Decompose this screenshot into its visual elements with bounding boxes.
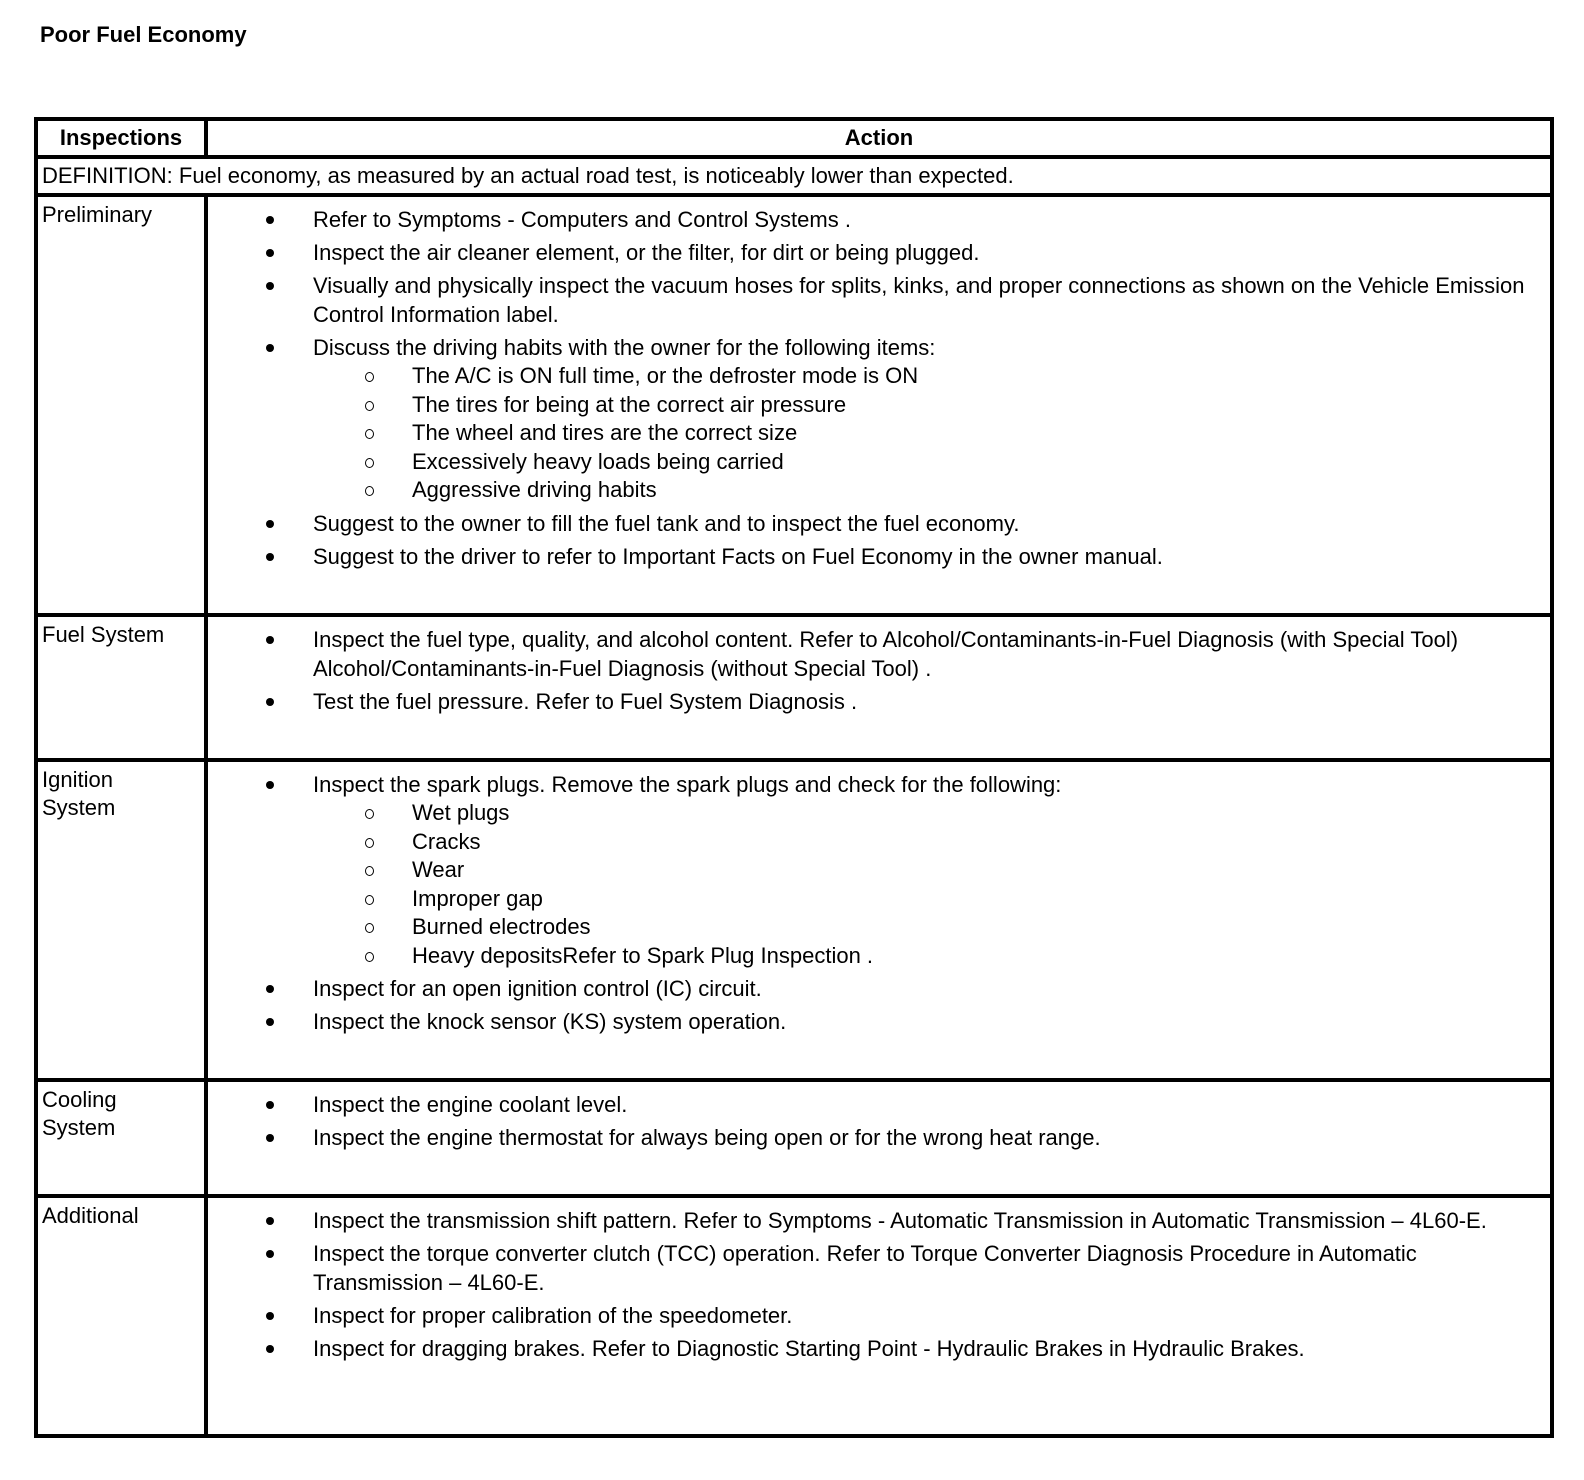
circle-bullet-icon <box>365 401 374 411</box>
action-list <box>208 205 1542 571</box>
list-item: Inspect for dragging brakes. Refer to Diagnostic Starting Point - Hydraulic Brakes in Hydraulic Brakes. <box>208 1334 1542 1363</box>
circle-bullet-icon <box>365 838 374 848</box>
list-item: Inspect for an open ignition control (IC) circuit. <box>208 974 1542 1003</box>
list-item: Inspect the torque converter clutch (TCC) operation. Refer to Torque Converter Diagnosis Procedure in Automatic Transmission – 4L60-E. <box>208 1239 1542 1297</box>
bullet-icon <box>266 1018 274 1026</box>
bullet-icon <box>266 1312 274 1320</box>
bullet-icon <box>266 1345 274 1353</box>
action-cell <box>206 1080 1552 1196</box>
circle-bullet-icon <box>365 429 374 439</box>
sub-list-item: The wheel and tires are the correct size <box>313 419 1542 448</box>
sub-list-item: Improper gap <box>313 885 1542 914</box>
bullet-icon <box>266 282 274 290</box>
inspection-label: Fuel System <box>36 615 206 760</box>
bullet-icon <box>266 698 274 706</box>
list-item: Inspect the transmission shift pattern. Refer to Symptoms - Automatic Transmission in Automatic Transmission – 4L60-E. <box>208 1206 1542 1235</box>
bullet-icon <box>266 249 274 257</box>
sub-list-item: Cracks <box>313 828 1542 857</box>
table-header-row <box>36 119 1552 157</box>
bullet-icon <box>266 636 274 644</box>
sub-list-item: Burned electrodes <box>313 913 1542 942</box>
bullet-icon <box>266 520 274 528</box>
circle-bullet-icon <box>365 952 374 962</box>
page-title: Poor Fuel Economy <box>40 22 247 47</box>
list-item: Inspect for proper calibration of the speedometer. <box>208 1301 1542 1330</box>
action-cell <box>206 760 1552 1080</box>
action-list <box>208 770 1542 1036</box>
bullet-icon <box>266 553 274 561</box>
sub-list <box>313 362 1542 505</box>
bullet-icon <box>266 781 274 789</box>
table-row-cooling-system <box>36 1080 1552 1196</box>
bullet-icon <box>266 1217 274 1225</box>
definition-text: DEFINITION: Fuel economy, as measured by an actual road test, is noticeably lower than expected. <box>36 157 1552 195</box>
list-item: Inspect the knock sensor (KS) system operation. <box>208 1007 1542 1036</box>
bullet-icon <box>266 344 274 352</box>
sub-list-item: Wet plugs <box>313 799 1542 828</box>
sub-list-item: The A/C is ON full time, or the defroster mode is ON <box>313 362 1542 391</box>
list-item: Inspect the engine thermostat for always being open or for the wrong heat range. <box>208 1123 1542 1152</box>
action-list <box>208 1090 1542 1152</box>
list-item: Inspect the spark plugs. Remove the spark plugs and check for the following: Wet plugs Cracks Wear Improper gap Burned electrodes Heavy depositsRefer to Spark Plug Inspection . <box>208 770 1542 970</box>
sub-list-item: Aggressive driving habits <box>313 476 1542 505</box>
circle-bullet-icon <box>365 923 374 933</box>
list-item: Suggest to the owner to fill the fuel tank and to inspect the fuel economy. <box>208 509 1542 538</box>
table-row-ignition-system <box>36 760 1552 1080</box>
sub-list-item: The tires for being at the correct air pressure <box>313 391 1542 420</box>
inspection-label: Ignition System <box>36 760 206 1080</box>
inspection-table <box>34 117 1554 1438</box>
bullet-icon <box>266 1250 274 1258</box>
circle-bullet-icon <box>365 866 374 876</box>
action-cell <box>206 615 1552 760</box>
list-item: Suggest to the driver to refer to Important Facts on Fuel Economy in the owner manual. <box>208 542 1542 571</box>
circle-bullet-icon <box>365 372 374 382</box>
inspection-label: Preliminary <box>36 195 206 615</box>
action-cell <box>206 1196 1552 1436</box>
circle-bullet-icon <box>365 486 374 496</box>
action-list <box>208 1206 1542 1363</box>
inspection-label: Cooling System <box>36 1080 206 1196</box>
bullet-icon <box>266 985 274 993</box>
action-list <box>208 625 1542 716</box>
inspection-label: Additional <box>36 1196 206 1436</box>
list-item: Discuss the driving habits with the owner for the following items: The A/C is ON full time, or the defroster mode is ON The tires for being at the correct air pressure The wheel and tires are the correct size Excessively heavy loads being carried Aggressive driving habits <box>208 333 1542 505</box>
list-item: Refer to Symptoms - Computers and Control Systems . <box>208 205 1542 234</box>
list-item: Visually and physically inspect the vacuum hoses for splits, kinks, and proper connections as shown on the Vehicle Emission Control Information label. <box>208 271 1542 329</box>
sub-list <box>313 799 1542 970</box>
sub-list-item: Heavy depositsRefer to Spark Plug Inspection . <box>313 942 1542 971</box>
header-inspections: Inspections <box>36 119 206 157</box>
table-row-preliminary <box>36 195 1552 615</box>
sub-list-item: Wear <box>313 856 1542 885</box>
bullet-icon <box>266 216 274 224</box>
circle-bullet-icon <box>365 895 374 905</box>
list-item: Inspect the fuel type, quality, and alcohol content. Refer to Alcohol/Contaminants-in-Fuel Diagnosis (with Special Tool) Alcohol/Contaminants-in-Fuel Diagnosis (without Special Tool) . <box>208 625 1542 683</box>
action-cell <box>206 195 1552 615</box>
sub-list-item: Excessively heavy loads being carried <box>313 448 1542 477</box>
bullet-icon <box>266 1101 274 1109</box>
bullet-icon <box>266 1134 274 1142</box>
definition-row <box>36 157 1552 195</box>
circle-bullet-icon <box>365 458 374 468</box>
table-row-additional <box>36 1196 1552 1436</box>
list-item: Test the fuel pressure. Refer to Fuel System Diagnosis . <box>208 687 1542 716</box>
table-row-fuel-system <box>36 615 1552 760</box>
circle-bullet-icon <box>365 809 374 819</box>
header-action: Action <box>206 119 1552 157</box>
list-item: Inspect the engine coolant level. <box>208 1090 1542 1119</box>
list-item: Inspect the air cleaner element, or the filter, for dirt or being plugged. <box>208 238 1542 267</box>
